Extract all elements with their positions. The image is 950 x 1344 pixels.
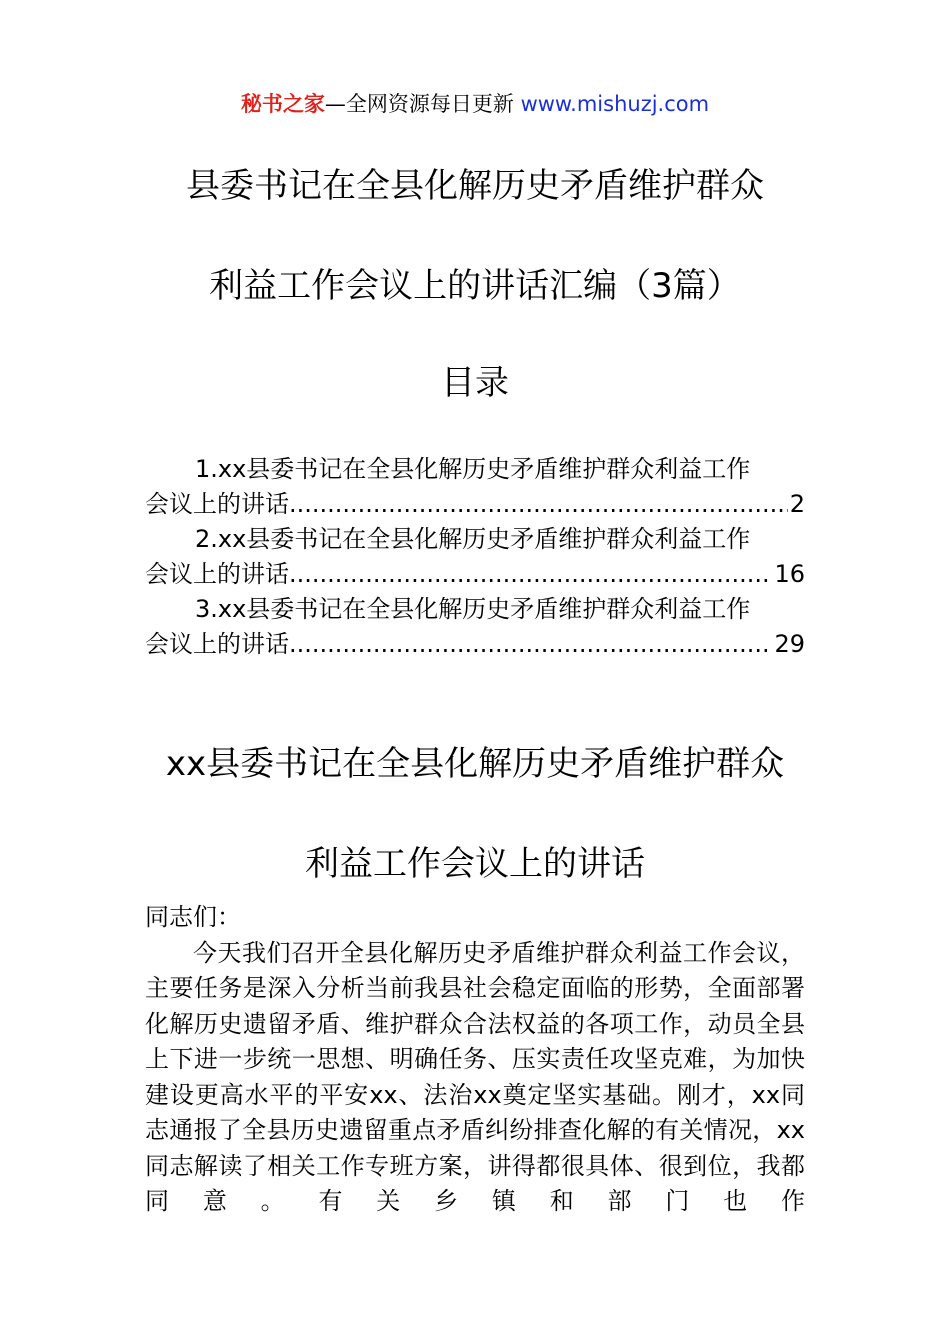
toc-page-number: 2 [789,490,805,518]
toc-entry-title-end: 会议上的讲话 [145,490,289,518]
toc-entry-title: 1.xx县委书记在全县化解历史矛盾维护群众利益工作 [195,455,751,483]
article-title-line-1: xx县委书记在全县化解历史矛盾维护群众 [165,744,785,784]
toc-entry-2[interactable] [145,522,805,592]
salutation: 同志们： [145,903,241,931]
article-title-line-2: 利益工作会议上的讲话 [305,844,645,884]
document-title [0,160,950,312]
toc-page-number: 29 [774,630,805,658]
table-of-contents [145,452,805,662]
site-header [0,88,950,120]
toc-dot-leader [289,487,788,522]
toc-entry-title-end: 会议上的讲话 [145,560,289,588]
article-body [145,900,805,1220]
site-url-link[interactable]: www.mishuzj.com [520,92,710,116]
toc-entry-title: 2.xx县委书记在全县化解历史矛盾维护群众利益工作 [195,525,751,553]
document-title-line-1: 县委书记在全县化解历史矛盾维护群众 [186,166,764,206]
toc-entry-1[interactable] [145,452,805,522]
toc-dot-leader [289,557,772,592]
document-title-line-2: 利益工作会议上的讲话汇编（3篇） [209,266,741,306]
header-slogan: —全网资源每日更新 [324,92,514,116]
toc-dot-leader [289,627,772,662]
toc-heading: 目录 [441,363,509,403]
toc-entry-continuation [145,557,805,592]
body-paragraph: 今天我们召开全县化解历史矛盾维护群众利益工作会议，主要任务是深入分析当前我县社会稳定面临的形势，全面部署化解历史遗留矛盾、维护群众合法权益的各项工作，动员全县上下进一步统一思想、明确任务、压实责任攻坚克难，为加快建设更高水平的平安xx、法治xx奠定坚实基础。刚才，xx同志通报了全县历史遗留重点矛盾纠纷排查化解的有关情况，xx同志解读了相关工作专班方案，讲得都很具体、很到位，我都同意。有关乡镇和部门也作 [145,938,805,1215]
toc-entry-continuation [145,487,805,522]
toc-entry-continuation [145,627,805,662]
toc-page-number: 16 [774,560,805,588]
toc-entry-3[interactable] [145,592,805,662]
article-title [0,738,950,890]
brand-name: 秘书之家 [240,92,325,116]
toc-entry-title: 3.xx县委书记在全县化解历史矛盾维护群众利益工作 [195,595,751,623]
toc-entry-title-end: 会议上的讲话 [145,630,289,658]
